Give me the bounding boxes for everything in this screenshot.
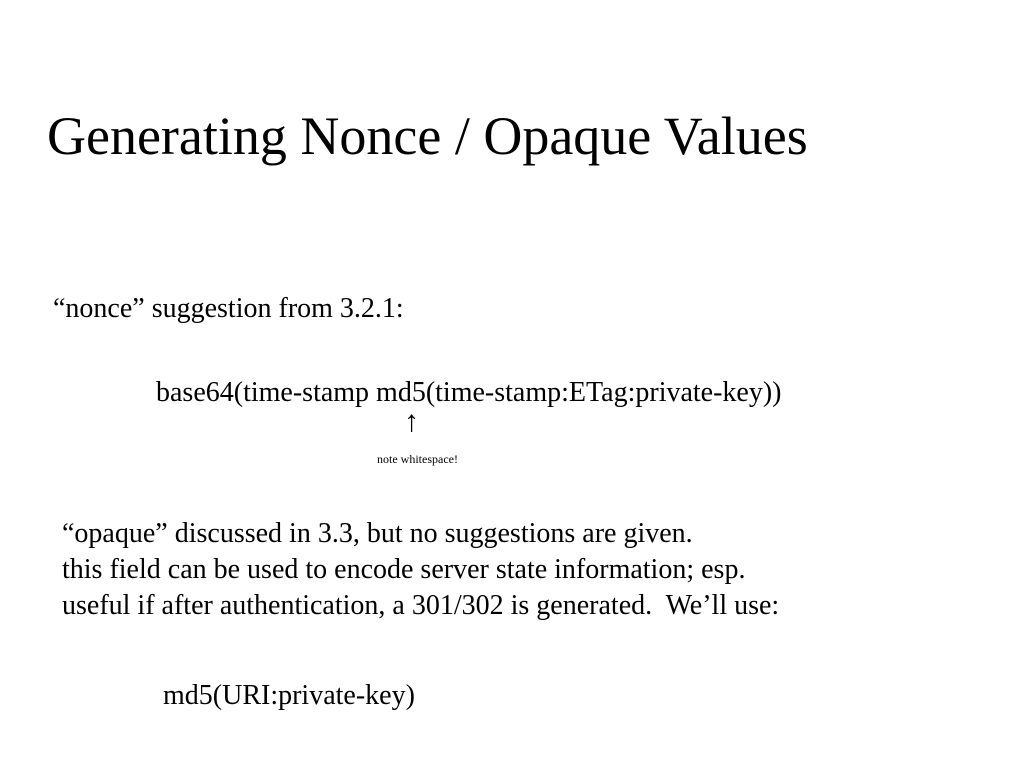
opaque-line-3: useful if after authentication, a 301/302 is generated. We’ll use: (62, 590, 780, 621)
opaque-formula: md5(URI:private-key) (163, 680, 415, 711)
opaque-description (62, 516, 779, 624)
whitespace-note: note whitespace! (377, 452, 458, 466)
nonce-intro-text: “nonce” suggestion from 3.2.1: (53, 293, 404, 324)
opaque-line-1: “opaque” discussed in 3.3, but no suggestions are given. (62, 518, 693, 549)
opaque-line-2: this field can be used to encode server state information; esp. (62, 554, 746, 585)
up-arrow-icon: ↑ (404, 405, 419, 438)
nonce-formula: base64(time-stamp md5(time-stamp:ETag:private-key)) (156, 377, 782, 408)
slide-title: Generating Nonce / Opaque Values (47, 106, 808, 166)
